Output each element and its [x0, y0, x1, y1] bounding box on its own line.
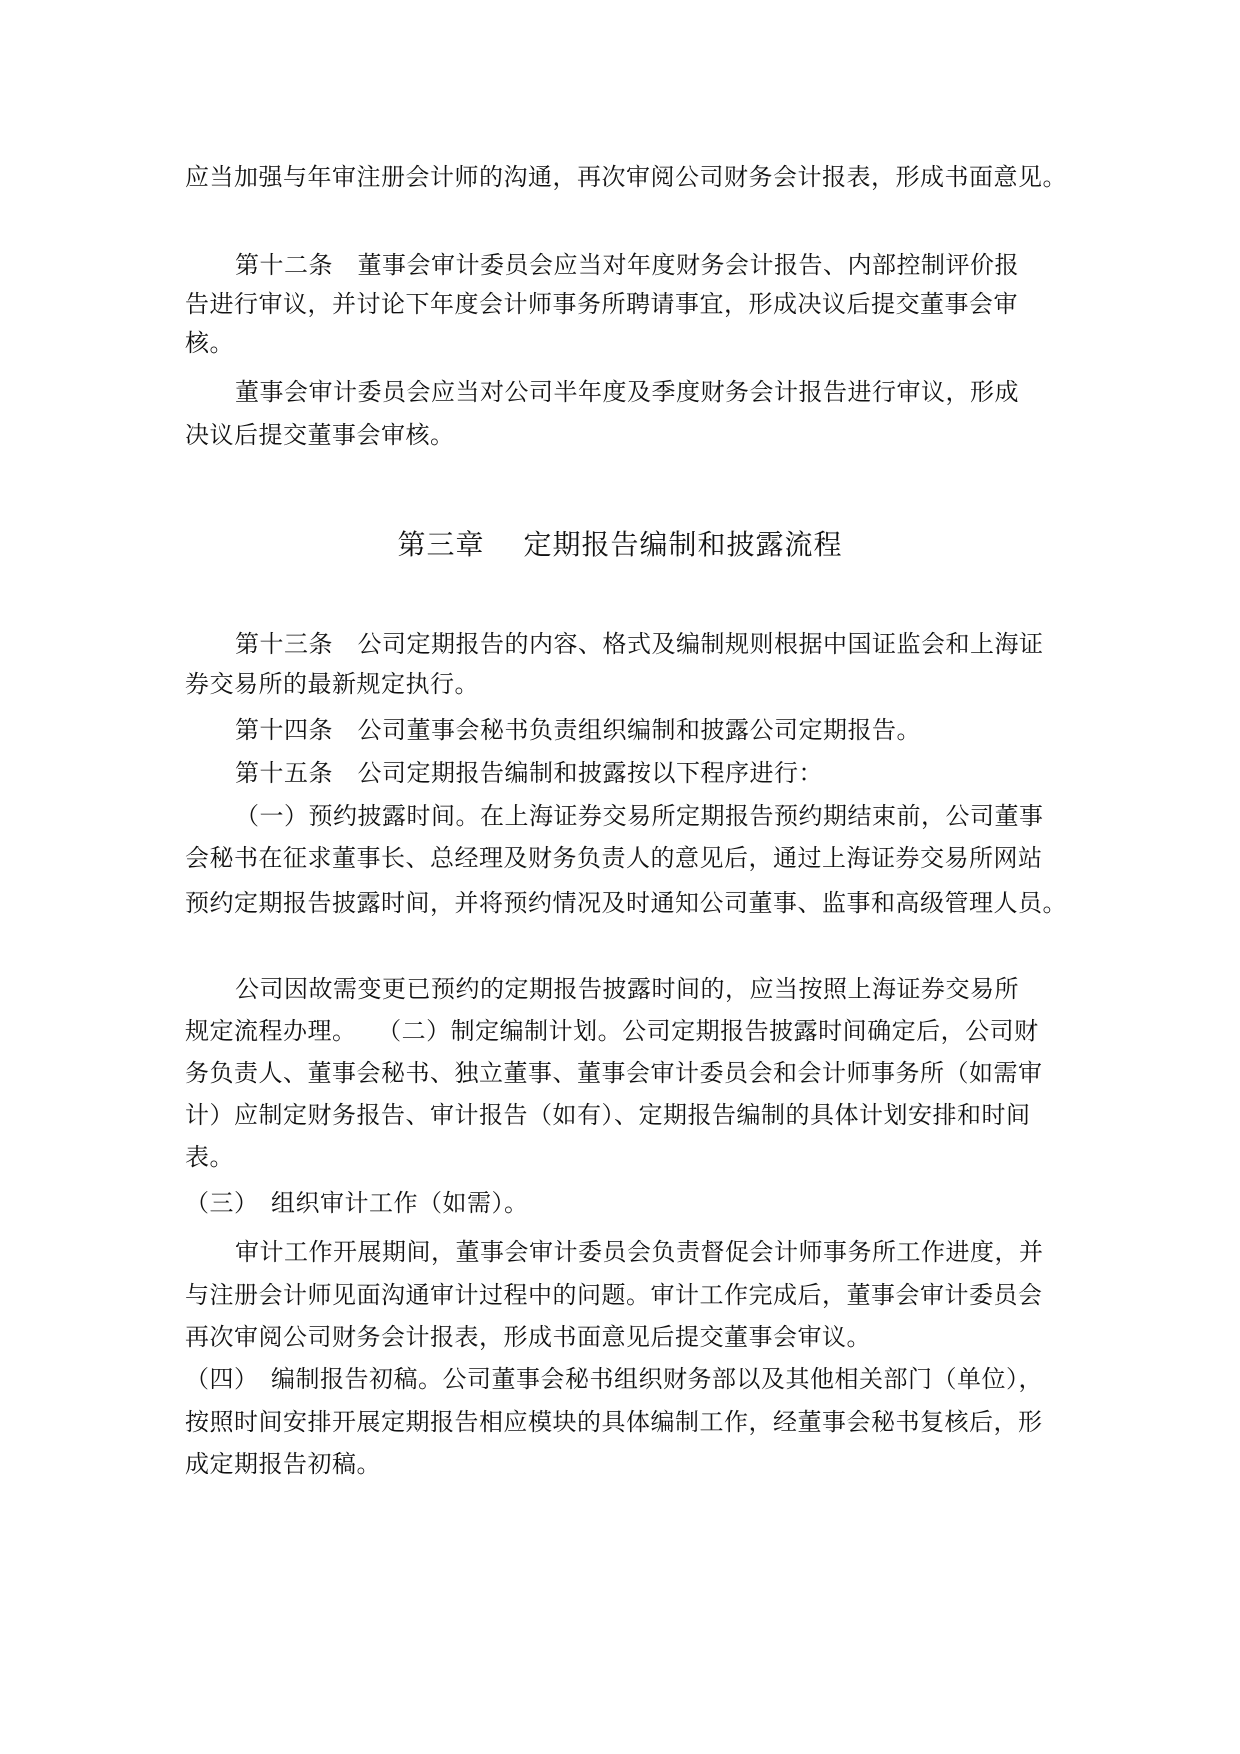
chapter-title: 第三章 定期报告编制和披露流程 [397, 528, 843, 561]
item-2-heading-line: 规定流程办理。 （二）制定编制计划。公司定期报告披露时间确定后，公司财 [185, 1017, 1039, 1045]
text-line: 告进行审议，并讨论下年度会计师事务所聘请事宜，形成决议后提交董事会审 [185, 290, 1018, 318]
text-line: 公司因故需变更已预约的定期报告披露时间的，应当按照上海证券交易所 [235, 975, 1019, 1003]
article-13-heading-line: 第十三条 公司定期报告的内容、格式及编制规则根据中国证监会和上海证 [235, 630, 1044, 658]
text-line: 表。 [185, 1143, 234, 1171]
text-line: 再次审阅公司财务会计报表，形成书面意见后提交董事会审议。 [185, 1323, 871, 1351]
article-14-line: 第十四条 公司董事会秘书负责组织编制和披露公司定期报告。 [235, 716, 921, 744]
text-line: 计）应制定财务报告、审计报告（如有）、定期报告编制的具体计划安排和时间 [185, 1101, 1031, 1129]
text-line: 董事会审计委员会应当对公司半年度及季度财务会计报告进行审议，形成 [235, 378, 1019, 406]
text-line: 与注册会计师见面沟通审计过程中的问题。审计工作完成后，董事会审计委员会 [185, 1281, 1043, 1309]
text-line: 会秘书在征求董事长、总经理及财务负责人的意见后，通过上海证券交易所网站 [185, 844, 1043, 872]
text-line: 成定期报告初稿。 [185, 1450, 381, 1478]
item-1-heading-line: （一）预约披露时间。在上海证券交易所定期报告预约期结束前，公司董事 [235, 802, 1044, 830]
text-line: 审计工作开展期间，董事会审计委员会负责督促会计师事务所工作进度，并 [235, 1238, 1044, 1266]
text-line: 按照时间安排开展定期报告相应模块的具体编制工作，经董事会秘书复核后，形 [185, 1408, 1043, 1436]
text-line: 预约定期报告披露时间，并将预约情况及时通知公司董事、监事和高级管理人员。 [185, 889, 1067, 917]
text-line: 核。 [185, 329, 234, 357]
item-3-heading-line: （三） 组织审计工作（如需）。 [185, 1189, 529, 1217]
article-15-line: 第十五条 公司定期报告编制和披露按以下程序进行： [235, 759, 823, 787]
text-line: 决议后提交董事会审核。 [185, 421, 455, 449]
text-line: 务负责人、董事会秘书、独立董事、董事会审计委员会和会计师事务所（如需审 [185, 1059, 1043, 1087]
article-12-heading-line: 第十二条 董事会审计委员会应当对年度财务会计报告、内部控制评价报 [235, 251, 1019, 279]
item-4-heading-line: （四） 编制报告初稿。公司董事会秘书组织财务部以及其他相关部门（单位）， [185, 1365, 1043, 1393]
text-line: 券交易所的最新规定执行。 [185, 670, 479, 698]
text-line: 应当加强与年审注册会计师的沟通，再次审阅公司财务会计报表，形成书面意见。 [185, 163, 1067, 191]
